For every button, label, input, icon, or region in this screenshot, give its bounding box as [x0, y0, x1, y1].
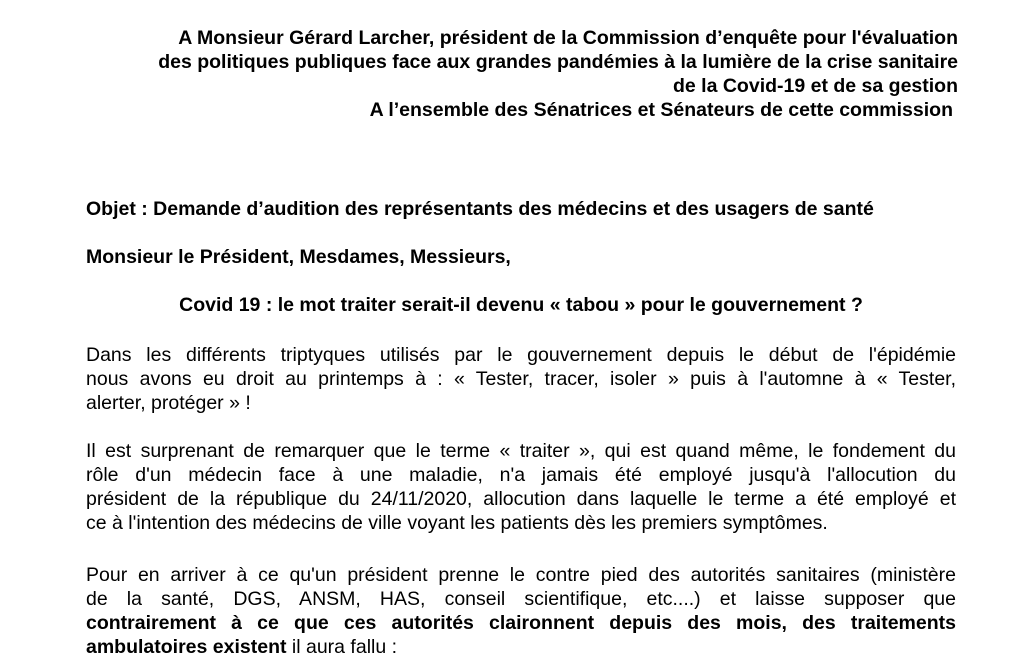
paragraph-3-line-4-bold: ambulatoires existent	[86, 636, 287, 658]
recipient-line-3: de la Covid-19 et de sa gestion	[673, 75, 958, 97]
paragraph-1-line-1: Dans les différents triptyques utilisés par le gouvernement depuis le début de l'épidémie	[86, 344, 956, 366]
paragraph-2-line-2: rôle d'un médecin face à une maladie, n'a jamais été employé jusqu'à l'allocution du	[86, 464, 956, 486]
recipient-line-1: A Monsieur Gérard Larcher, président de la Commission d’enquête pour l'évaluation	[178, 27, 958, 49]
paragraph-2-line-4: ce à l'intention des médecins de ville voyant les patients dès les premiers symptômes.	[86, 512, 828, 534]
recipient-line-2: des politiques publiques face aux grandes pandémies à la lumière de la crise sanitaire	[158, 51, 958, 73]
paragraph-2-line-1: Il est surprenant de remarquer que le terme « traiter », qui est quand même, le fondement du	[86, 440, 956, 462]
paragraph-2	[86, 439, 956, 535]
paragraph-1-line-2: nous avons eu droit au printemps à : « Tester, tracer, isoler » puis à l'automne à « Tester,	[86, 368, 956, 390]
headline: Covid 19 : le mot traiter serait-il devenu « tabou » pour le gouvernement ?	[179, 294, 863, 316]
paragraph-1	[86, 343, 956, 415]
paragraph-1-line-3: alerter, protéger » !	[86, 392, 251, 414]
recipients-block	[78, 26, 958, 122]
paragraph-3	[86, 563, 956, 659]
paragraph-3-line-1: Pour en arriver à ce qu'un président prenne le contre pied des autorités sanitaires (ministère	[86, 564, 956, 586]
paragraph-3-line-3: contrairement à ce que ces autorités claironnent depuis des mois, des traitements	[86, 612, 956, 634]
salutation: Monsieur le Président, Mesdames, Messieurs,	[86, 246, 511, 268]
subject-line: Objet : Demande d’audition des représentants des médecins et des usagers de santé	[86, 198, 874, 220]
paragraph-3-line-4	[86, 635, 956, 659]
paragraph-3-line-2: de la santé, DGS, ANSM, HAS, conseil scientifique, etc....) et laisse supposer que	[86, 588, 956, 610]
recipient-line-4: A l’ensemble des Sénatrices et Sénateurs de cette commission	[369, 99, 953, 121]
paragraph-3-line-4-rest: il aura fallu :	[286, 636, 398, 658]
paragraph-2-line-3: président de la république du 24/11/2020, allocution dans laquelle le terme a été employé et	[86, 488, 956, 510]
